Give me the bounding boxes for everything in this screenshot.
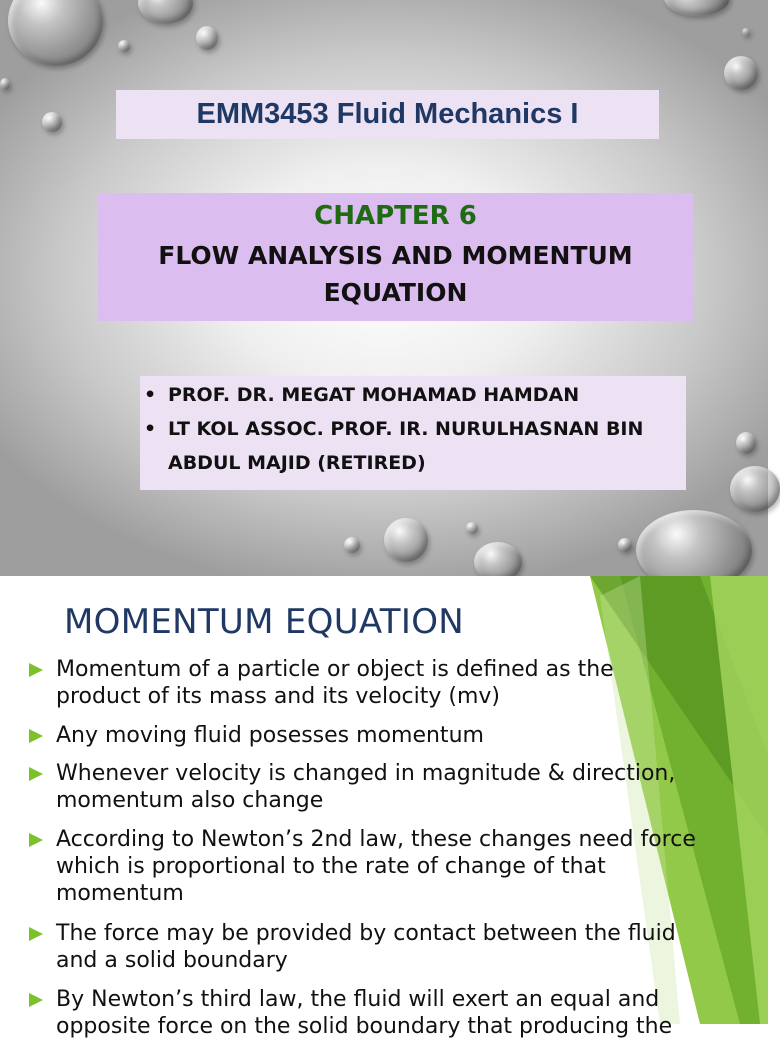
water-droplet (724, 56, 758, 90)
author-name-continued: ABDUL MAJID (RETIRED) (168, 452, 426, 474)
bullet-line: The force may be provided by contact between the fluid (56, 921, 676, 946)
chapter-title-line: FLOW ANALYSIS AND MOMENTUM (158, 241, 633, 270)
water-droplet (196, 26, 218, 50)
water-droplet (8, 0, 103, 66)
bullet-line: Momentum of a particle or object is defined as the (56, 657, 614, 682)
author-name: LT KOL ASSOC. PROF. IR. NURULHASNAN BIN (168, 418, 644, 440)
water-droplet (384, 518, 428, 562)
water-droplet (618, 538, 632, 552)
water-droplet (736, 432, 756, 454)
bullet-line: product of its mass and its velocity (mv) (56, 684, 500, 709)
chapter-title (98, 237, 693, 311)
green-triangle-arrow-icon (29, 833, 43, 847)
water-droplet (138, 0, 193, 24)
water-droplet (742, 28, 750, 36)
author-name: PROF. DR. MEGAT MOHAMAD HAMDAN (168, 384, 580, 406)
bullet-line: which is proportional to the rate of change of that (56, 854, 606, 879)
green-triangle-arrow-icon (29, 767, 43, 781)
bullet-line: momentum (56, 881, 184, 906)
bullet-item (56, 760, 766, 814)
water-droplet (664, 0, 730, 16)
slide-title: MOMENTUM EQUATION (64, 602, 464, 642)
bullet-line: According to Newton’s 2nd law, these changes need force (56, 827, 696, 852)
water-droplet (730, 466, 780, 512)
bullet-item (56, 656, 766, 710)
content-slide (0, 576, 768, 1039)
chapter-label: CHAPTER 6 (314, 201, 477, 231)
bullet-line: Whenever velocity is changed in magnitude & direction, (56, 761, 676, 786)
green-triangle-arrow-icon (29, 729, 43, 743)
bullet-line: opposite force on the solid boundary that producing the (56, 1014, 673, 1039)
water-droplet (344, 537, 360, 553)
course-title: EMM3453 Fluid Mechanics I (196, 98, 579, 130)
chapter-box (98, 193, 693, 321)
bullet-line: By Newton’s third law, the fluid will exert an equal and (56, 987, 660, 1012)
course-title-box (116, 90, 659, 139)
bullet-item (56, 826, 766, 907)
bullet-line: Any moving fluid posesses momentum (56, 723, 484, 748)
water-droplet (0, 78, 10, 90)
author-item (144, 412, 643, 480)
green-triangle-arrow-icon (29, 663, 43, 677)
bullet-line: momentum also change (56, 788, 324, 813)
bullet-dot: • (144, 384, 157, 406)
green-triangle-arrow-icon (29, 927, 43, 941)
bullet-line: and a solid boundary (56, 948, 288, 973)
bullet-item (56, 986, 766, 1040)
author-item (144, 378, 579, 412)
bullet-item (56, 722, 766, 749)
water-droplet (118, 40, 130, 52)
chapter-title-line: EQUATION (323, 278, 468, 307)
water-droplet (466, 522, 478, 534)
bullet-item (56, 920, 766, 974)
green-triangle-arrow-icon (29, 993, 43, 1007)
water-droplet (42, 112, 62, 132)
authors-box (140, 376, 686, 490)
bullet-dot: • (144, 418, 157, 440)
